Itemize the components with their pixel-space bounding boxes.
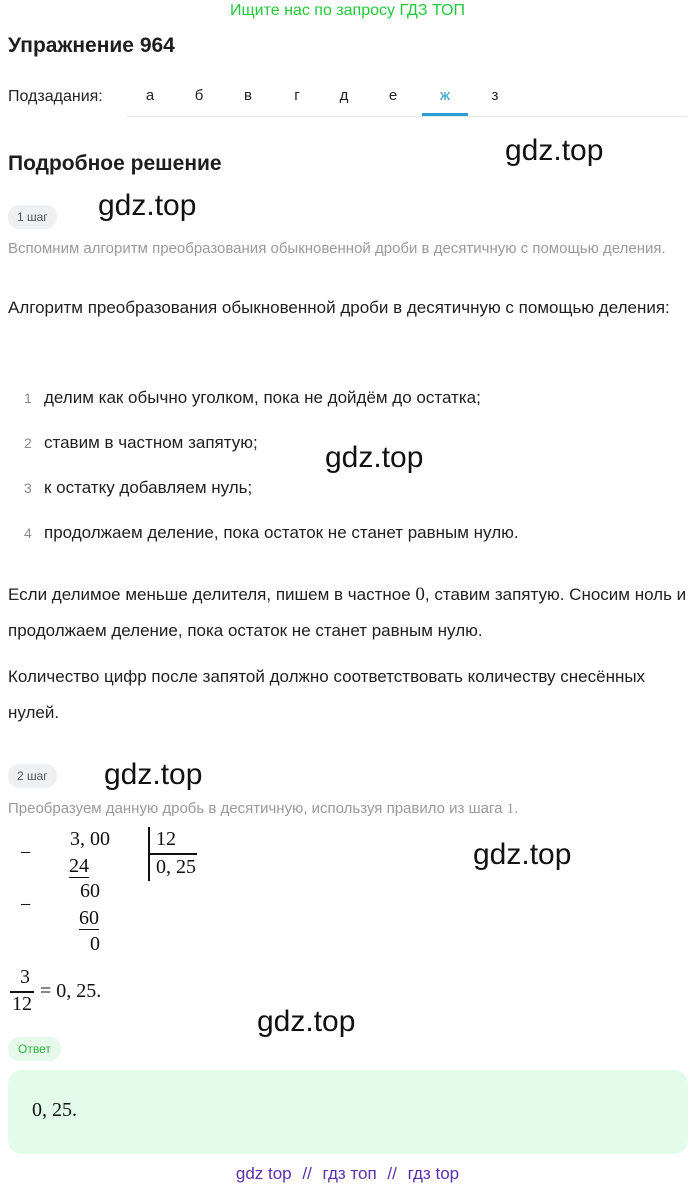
subtasks-label: Подзадания: <box>8 88 103 105</box>
watermark: gdz.top <box>325 441 424 474</box>
step-1-rule-paragraph: Если делимое меньше делителя, пишем в частное 0, ставим запятую. Сносим ноль и продолжаем деление, пока остаток не станет равным нулю. <box>8 584 687 640</box>
watermark: gdz.top <box>257 1005 356 1038</box>
watermark: gdz.top <box>98 189 197 222</box>
answer-value: 0, 25. <box>32 1099 77 1121</box>
math-step-ref: 1 <box>506 801 515 817</box>
list-item-text: продолжаем деление, пока остаток не станет равным нулю. <box>44 523 519 542</box>
footer-link-gdz-top-mixed[interactable]: гдз top <box>407 1164 460 1183</box>
step-1-hint: Вспомним алгоритм преобразования обыкновенной дроби в десятичную с помощью деления. <box>8 240 666 257</box>
quotient: 0, 25 <box>156 856 196 878</box>
footer-links <box>0 1164 695 1184</box>
tab-d[interactable]: д <box>339 87 349 104</box>
tab-zh[interactable]: ж <box>422 78 468 116</box>
fraction-result: = 0, 25. <box>40 980 102 1002</box>
tab-e[interactable]: е <box>388 87 398 104</box>
answer-badge: Ответ <box>8 1037 61 1061</box>
subtasks-tabs <box>127 78 687 117</box>
watermark: gdz.top <box>505 134 604 167</box>
watermark: gdz.top <box>473 838 572 871</box>
tab-z[interactable]: з <box>491 87 499 104</box>
minus-sign: − <box>20 842 32 864</box>
list-item-number: 3 <box>24 480 32 496</box>
division-bar-horizontal <box>149 853 197 855</box>
dividend: 3, 00 <box>70 828 110 850</box>
step-2-badge: 2 шаг <box>8 764 57 788</box>
answer-box <box>8 1070 688 1154</box>
fraction-numerator: 3 <box>20 966 30 988</box>
subtrahend-1: 24 <box>69 855 89 877</box>
math-zero: 0 <box>415 584 425 605</box>
tab-b[interactable]: б <box>194 87 204 104</box>
minus-sign: − <box>20 894 32 916</box>
footer-link-gdz-top[interactable]: gdz top <box>235 1164 292 1183</box>
divisor: 12 <box>156 828 176 850</box>
list-item-number: 4 <box>24 525 32 541</box>
watermark: gdz.top <box>104 758 203 791</box>
tab-g[interactable]: г <box>294 87 300 104</box>
fraction-denominator: 12 <box>12 993 32 1015</box>
step-1-digits-paragraph: Количество цифр после запятой должно соответствовать количеству снесённых нулей. <box>8 667 646 722</box>
page-title: Упражнение 964 <box>8 34 175 57</box>
tab-a[interactable]: а <box>145 87 155 104</box>
list-item-number: 2 <box>24 435 32 451</box>
step-2-hint: Преобразуем данную дробь в десятичную, используя правило из шага 1. <box>8 800 519 817</box>
list-item-text: к остатку добавляем нуль; <box>44 478 253 497</box>
list-item-text: делим как обычно уголком, пока не дойдём до остатка; <box>44 388 481 407</box>
footer-link-gdz-top-ru[interactable]: гдз топ <box>322 1164 377 1183</box>
promo-banner[interactable]: Ищите нас по запросу ГДЗ ТОП <box>230 2 465 19</box>
footer-separator: // <box>387 1164 397 1183</box>
list-item-number: 1 <box>24 390 32 406</box>
footer-separator: // <box>302 1164 312 1183</box>
remainder-2: 0 <box>90 933 100 955</box>
tab-v[interactable]: в <box>244 87 252 104</box>
step-1-intro: Алгоритм преобразования обыкновенной дроби в десятичную с помощью деления: <box>8 298 670 317</box>
subtrahend-2: 60 <box>79 907 99 929</box>
remainder-1: 60 <box>80 880 100 902</box>
solution-heading: Подробное решение <box>8 152 222 175</box>
list-item-text: ставим в частном запятую; <box>44 433 258 452</box>
step-1-badge: 1 шаг <box>8 205 57 229</box>
